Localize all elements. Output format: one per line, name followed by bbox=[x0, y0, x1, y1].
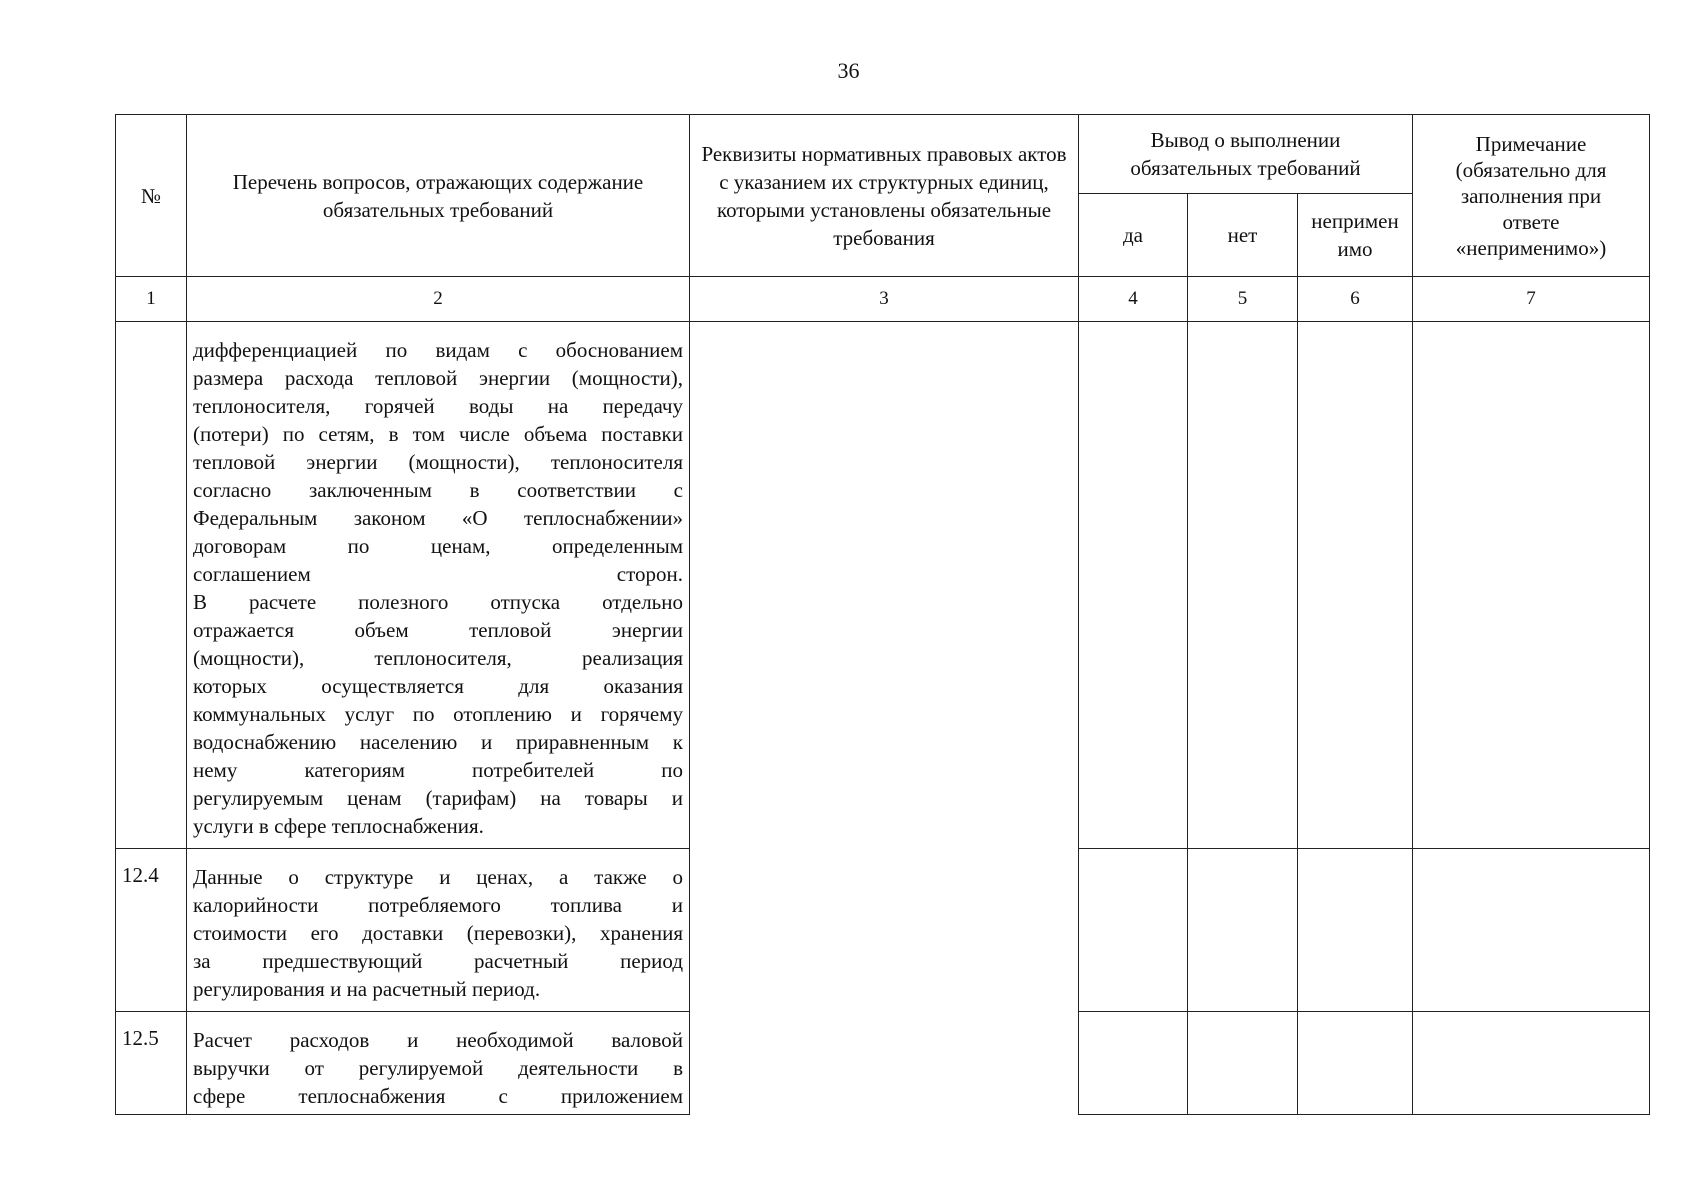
column-numbers-row bbox=[116, 277, 1650, 322]
column-number: 5 bbox=[1188, 277, 1298, 322]
text-line: нему категориям потребителей по bbox=[193, 758, 683, 782]
row-text bbox=[187, 849, 690, 1012]
text-line: выручки от регулируемой деятельности в bbox=[193, 1056, 683, 1080]
text-line: Расчет расходов и необходимой валовой bbox=[193, 1028, 683, 1052]
column-number: 3 bbox=[690, 277, 1079, 322]
header-no-answer: нет bbox=[1188, 194, 1298, 277]
row-number: 12.4 bbox=[116, 849, 187, 1012]
column-number: 2 bbox=[187, 277, 690, 322]
text-line: соглашением сторон. bbox=[193, 562, 683, 586]
text-line: водоснабжению населению и приравненным к bbox=[193, 730, 683, 754]
not-applicable-cell bbox=[1298, 849, 1413, 1012]
header-questions: Перечень вопросов, отражающих содержание обязательных требований bbox=[187, 115, 690, 277]
text-line: отражается объем тепловой энергии bbox=[193, 618, 683, 642]
header-row-1 bbox=[116, 115, 1650, 194]
text-line: (мощности), теплоносителя, реализация bbox=[193, 646, 683, 670]
text-line: теплоносителя, горячей воды на передачу bbox=[193, 394, 683, 418]
text-line: дифференциацией по видам с обоснованием bbox=[193, 338, 683, 362]
text-line: В расчете полезного отпуска отдельно bbox=[193, 590, 683, 614]
header-na-line1: непримен bbox=[1311, 209, 1399, 233]
row-number: 12.5 bbox=[116, 1012, 187, 1115]
requirements-table bbox=[115, 114, 1650, 1115]
header-acts: Реквизиты нормативных правовых актов с указанием их структурных единиц, которыми установлены обязательные требования bbox=[690, 115, 1079, 277]
text-line: регулирования и на расчетный период. bbox=[193, 977, 541, 1001]
page-number: 36 bbox=[837, 58, 860, 83]
row-text bbox=[187, 322, 690, 849]
no-cell bbox=[1188, 322, 1298, 849]
yes-cell bbox=[1079, 322, 1188, 849]
text-line: которых осуществляется для оказания bbox=[193, 674, 683, 698]
not-applicable-cell bbox=[1298, 322, 1413, 849]
text-line: Данные о структуре и ценах, а также о bbox=[193, 865, 683, 889]
acts-cell bbox=[690, 322, 1079, 1115]
text-line: регулируемым ценам (тарифам) на товары и bbox=[193, 786, 683, 810]
text-line: стоимости его доставки (перевозки), хранения bbox=[193, 921, 683, 945]
header-note: Примечание (обязательно для заполнения при ответе «неприменимо») bbox=[1413, 115, 1650, 277]
not-applicable-cell bbox=[1298, 1012, 1413, 1115]
text-line: тепловой энергии (мощности), теплоносителя bbox=[193, 450, 683, 474]
text-line: согласно заключенным в соответствии с bbox=[193, 478, 683, 502]
text-line: (потери) по сетям, в том числе объема поставки bbox=[193, 422, 683, 446]
text-line: калорийности потребляемого топлива и bbox=[193, 893, 683, 917]
no-cell bbox=[1188, 849, 1298, 1012]
text-line: коммунальных услуг по отоплению и горячему bbox=[193, 702, 683, 726]
header-no: № bbox=[116, 115, 187, 277]
column-number: 7 bbox=[1413, 277, 1650, 322]
row-number bbox=[116, 322, 187, 849]
note-cell bbox=[1413, 322, 1650, 849]
table-row bbox=[116, 322, 1650, 849]
column-number: 4 bbox=[1079, 277, 1188, 322]
text-line: сфере теплоснабжения с приложением bbox=[193, 1084, 683, 1108]
column-number: 6 bbox=[1298, 277, 1413, 322]
header-conclusion: Вывод о выполнении обязательных требований bbox=[1079, 115, 1413, 194]
row-text bbox=[187, 1012, 690, 1115]
yes-cell bbox=[1079, 849, 1188, 1012]
text-line: договорам по ценам, определенным bbox=[193, 534, 683, 558]
column-number: 1 bbox=[116, 277, 187, 322]
text-line: услуги в сфере теплоснабжения. bbox=[193, 814, 484, 838]
header-yes: да bbox=[1079, 194, 1188, 277]
header-na-line2: имо bbox=[1337, 237, 1373, 261]
header-not-applicable bbox=[1298, 194, 1413, 277]
note-cell bbox=[1413, 1012, 1650, 1115]
text-line: за предшествующий расчетный период bbox=[193, 949, 683, 973]
yes-cell bbox=[1079, 1012, 1188, 1115]
no-cell bbox=[1188, 1012, 1298, 1115]
text-line: размера расхода тепловой энергии (мощности), bbox=[193, 366, 683, 390]
text-line: Федеральным законом «О теплоснабжении» bbox=[193, 506, 683, 530]
note-cell bbox=[1413, 849, 1650, 1012]
